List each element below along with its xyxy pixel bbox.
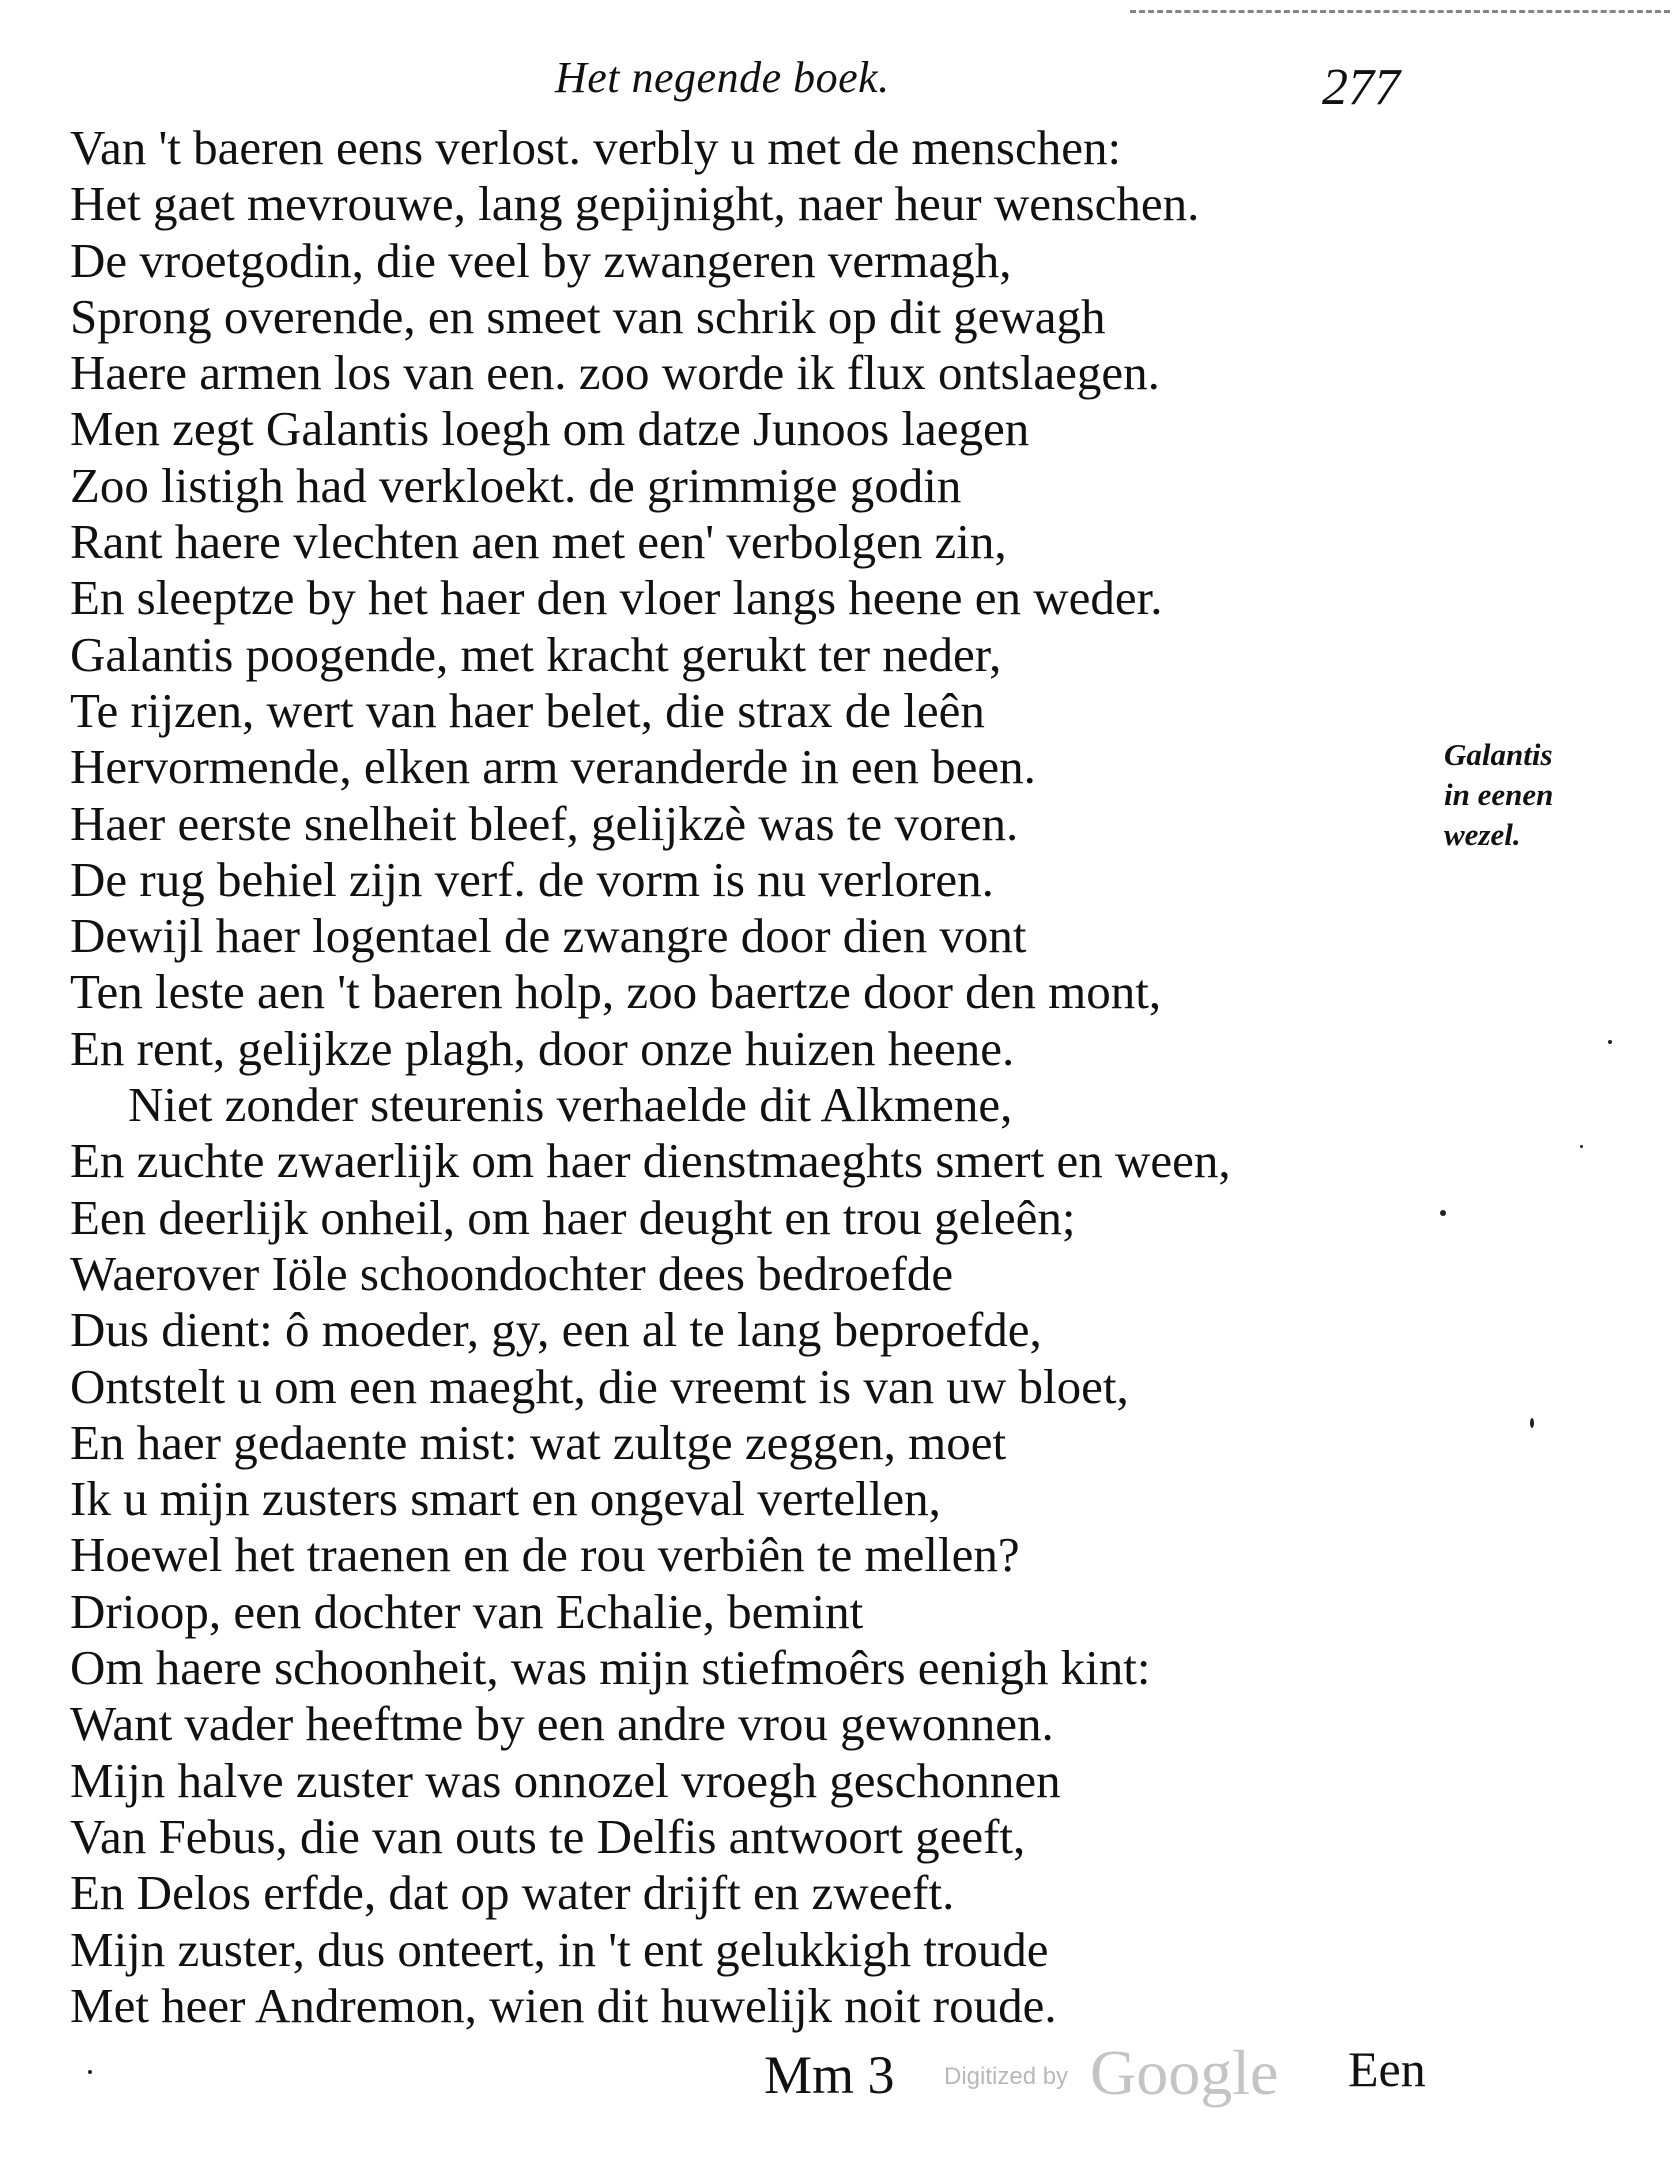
ink-speck — [1530, 1418, 1534, 1428]
verse-line: Haere armen los van een. zoo worde ik flux ontslaegen. — [70, 345, 1160, 401]
ink-speck — [88, 2070, 92, 2074]
catchword: Een — [1348, 2041, 1426, 2097]
verse-line: Ontstelt u om een maeght, die vreemt is van uw bloet, — [70, 1358, 1129, 1414]
margin-note-line: in eenen — [1444, 777, 1554, 812]
verse-line: Het gaet mevrouwe, lang gepijnight, naer heur wenschen. — [70, 176, 1200, 232]
verse-line: Van Febus, die van outs te Delfis antwoort geeft, — [70, 1808, 1026, 1864]
verse-line: Niet zonder steurenis verhaelde dit Alkmene, — [128, 1077, 1013, 1133]
running-title: Het negende boek. — [555, 53, 890, 102]
verse-line: Zoo listigh had verkloekt. de grimmige godin — [70, 457, 962, 513]
verse-line: Ten leste aen 't baeren holp, zoo baertze door den mont, — [70, 964, 1162, 1020]
top-edge-smudge — [1130, 0, 1670, 13]
verse-line: Drioop, een dochter van Echalie, bemint — [70, 1583, 864, 1639]
verse-line: En sleeptze by het haer den vloer langs heene en weder. — [70, 570, 1163, 626]
verse-line: De vroetgodin, die veel by zwangeren vermagh, — [70, 232, 1012, 288]
verse-line: Om haere schoonheit, was mijn stiefmoêrs eenigh kint: — [70, 1640, 1151, 1696]
verse-text — [70, 120, 1430, 2034]
verse-line: Een deerlijk onheil, om haer deught en trou geleên; — [70, 1189, 1076, 1245]
ink-speck — [1608, 1040, 1612, 1044]
verse-line: Want vader heeftme by een andre vrou gewonnen. — [70, 1696, 1054, 1752]
margin-note — [1444, 735, 1594, 855]
margin-note-line: Galantis — [1444, 737, 1553, 772]
verse-line: Haer eerste snelheit bleef, gelijkzè was te voren. — [70, 795, 1019, 851]
verse-line: Men zegt Galantis loegh om datze Junoos laegen — [70, 401, 1030, 457]
verse-line: Hoewel het traenen en de rou verbiên te mellen? — [70, 1527, 1020, 1583]
google-logo: Google — [1090, 2037, 1279, 2108]
verse-line: Galantis poogende, met kracht gerukt ter neder, — [70, 626, 1002, 682]
verse-line: Met heer Andremon, wien dit huwelijk noit roude. — [70, 1977, 1057, 2033]
verse-line: Ik u mijn zusters smart en ongeval vertellen, — [70, 1471, 941, 1527]
verse-line: Waerover Iöle schoondochter dees bedroefde — [70, 1245, 954, 1301]
verse-line: Dewijl haer logentael de zwangre door dien vont — [70, 908, 1027, 964]
verse-line: Sprong overende, en smeet van schrik op dit gewagh — [70, 288, 1106, 344]
verse-line: Rant haere vlechten aen met een' verbolgen zin, — [70, 514, 1007, 570]
verse-line: Hervormende, elken arm veranderde in een been. — [70, 739, 1036, 795]
digitized-by-label: Digitized by — [944, 2063, 1069, 2090]
verse-line: Te rijzen, wert van haer belet, die strax de leên — [70, 682, 985, 738]
ink-speck — [1580, 1145, 1583, 1148]
verse-line: En haer gedaente mist: wat zultge zeggen, moet — [70, 1414, 1007, 1470]
verse-line: Van 't baeren eens verlost. verbly u met de menschen: — [70, 120, 1122, 175]
verse-line: En Delos erfde, dat op water drijft en zweeft. — [70, 1865, 955, 1921]
page-number: 277 — [1322, 59, 1400, 116]
ink-speck — [1440, 1210, 1446, 1216]
verse-line: Mijn zuster, dus onteert, in 't ent gelukkigh troude — [70, 1921, 1049, 1977]
verse-line: Dus dient: ô moeder, gy, een al te lang beproefde, — [70, 1302, 1042, 1358]
verse-line: Mijn halve zuster was onnozel vroegh geschonnen — [70, 1752, 1061, 1808]
verse-line: En zuchte zwaerlijk om haer dienstmaeghts smert en ween, — [70, 1133, 1231, 1189]
verse-line: En rent, gelijkze plagh, door onze huizen heene. — [70, 1020, 1015, 1076]
margin-note-line: wezel. — [1444, 817, 1521, 852]
verse-line: De rug behiel zijn verf. de vorm is nu verloren. — [70, 851, 994, 907]
signature-mark: Mm 3 — [764, 2045, 895, 2105]
